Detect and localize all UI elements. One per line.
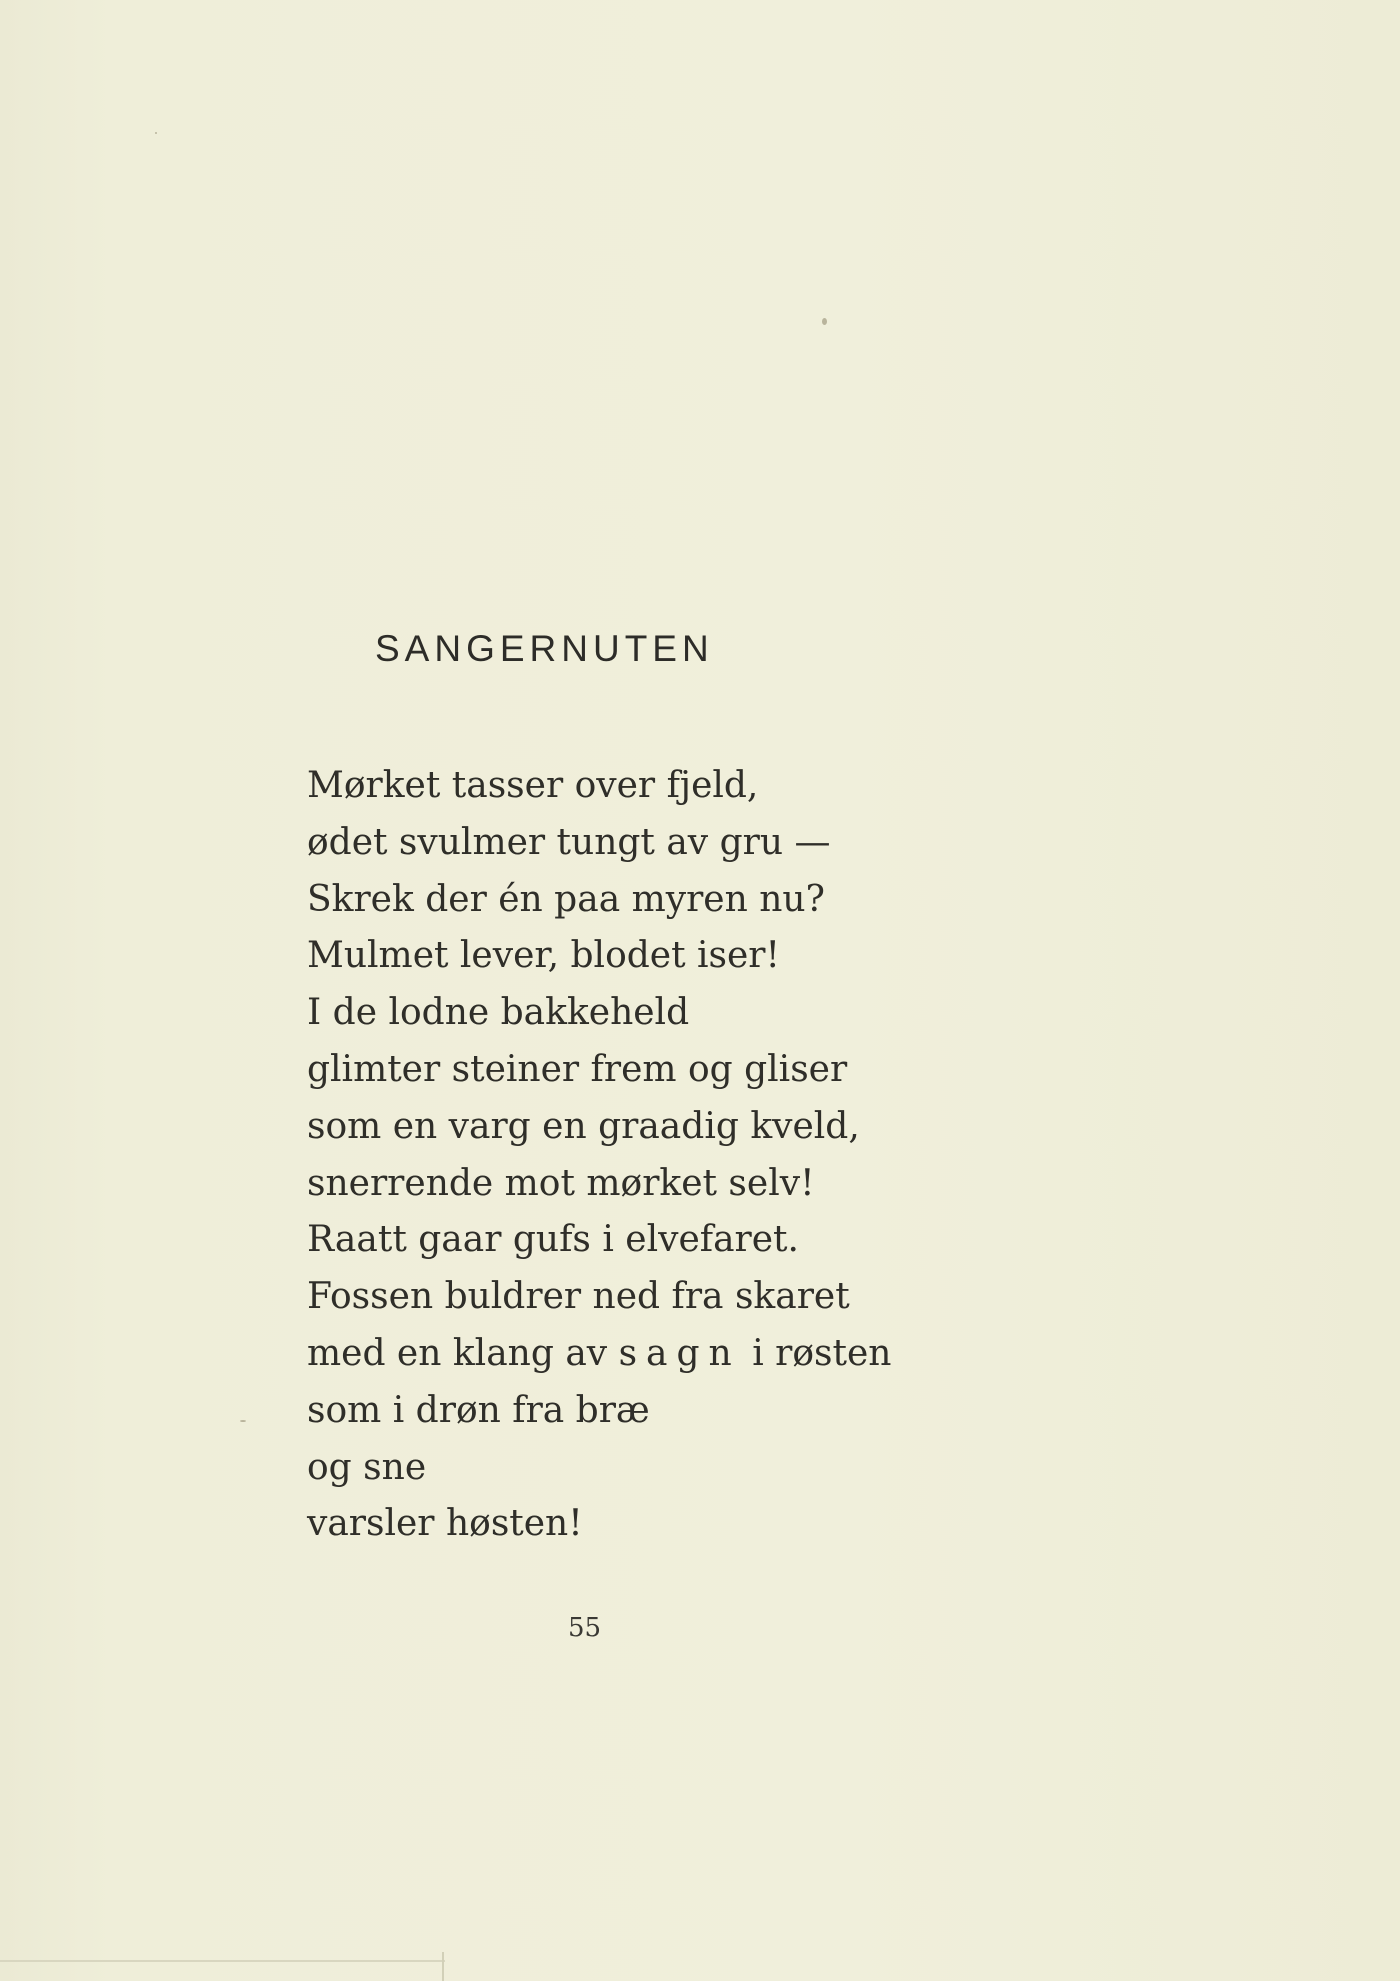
poem-line: som i drøn fra bræ — [307, 1389, 650, 1431]
poem-line: I de lodne bakkeheld — [307, 992, 690, 1034]
poem-title: SANGERNUTEN — [375, 628, 714, 669]
page-edge-corner — [442, 1952, 444, 1981]
poem-line: Fossen buldrer ned fra skaret — [307, 1276, 850, 1318]
spaced-word: sagn — [618, 1332, 741, 1374]
paper-speck — [822, 318, 827, 325]
poem-line: Mørket tasser over fjeld, — [307, 765, 759, 806]
poem-line-end: i røsten — [740, 1332, 892, 1374]
page-number: 55 — [568, 1613, 602, 1643]
poem-line: snerrende mot mørket selv! — [307, 1162, 815, 1204]
poem-body — [307, 758, 891, 1553]
paper-speck — [155, 132, 157, 134]
poem-line: Mulmet lever, blodet iser! — [307, 935, 780, 977]
poem-line: Raatt gaar gufs i elvefaret. — [307, 1219, 799, 1261]
poem-line: ødet svulmer tungt av gru — — [307, 821, 831, 863]
poem-line: Skrek der én paa myren nu? — [307, 878, 825, 920]
poem-line: varsler høsten! — [307, 1503, 583, 1545]
paper-speck — [240, 1420, 246, 1422]
page-edge-line — [0, 1960, 445, 1962]
poem-line-start: med en klang av — [307, 1332, 619, 1374]
poem-line: og sne — [307, 1446, 427, 1488]
poem-line: glimter steiner frem og gliser — [307, 1048, 848, 1090]
poem-line — [307, 1326, 891, 1383]
poem-line: som en varg en graadig kveld, — [307, 1105, 860, 1147]
